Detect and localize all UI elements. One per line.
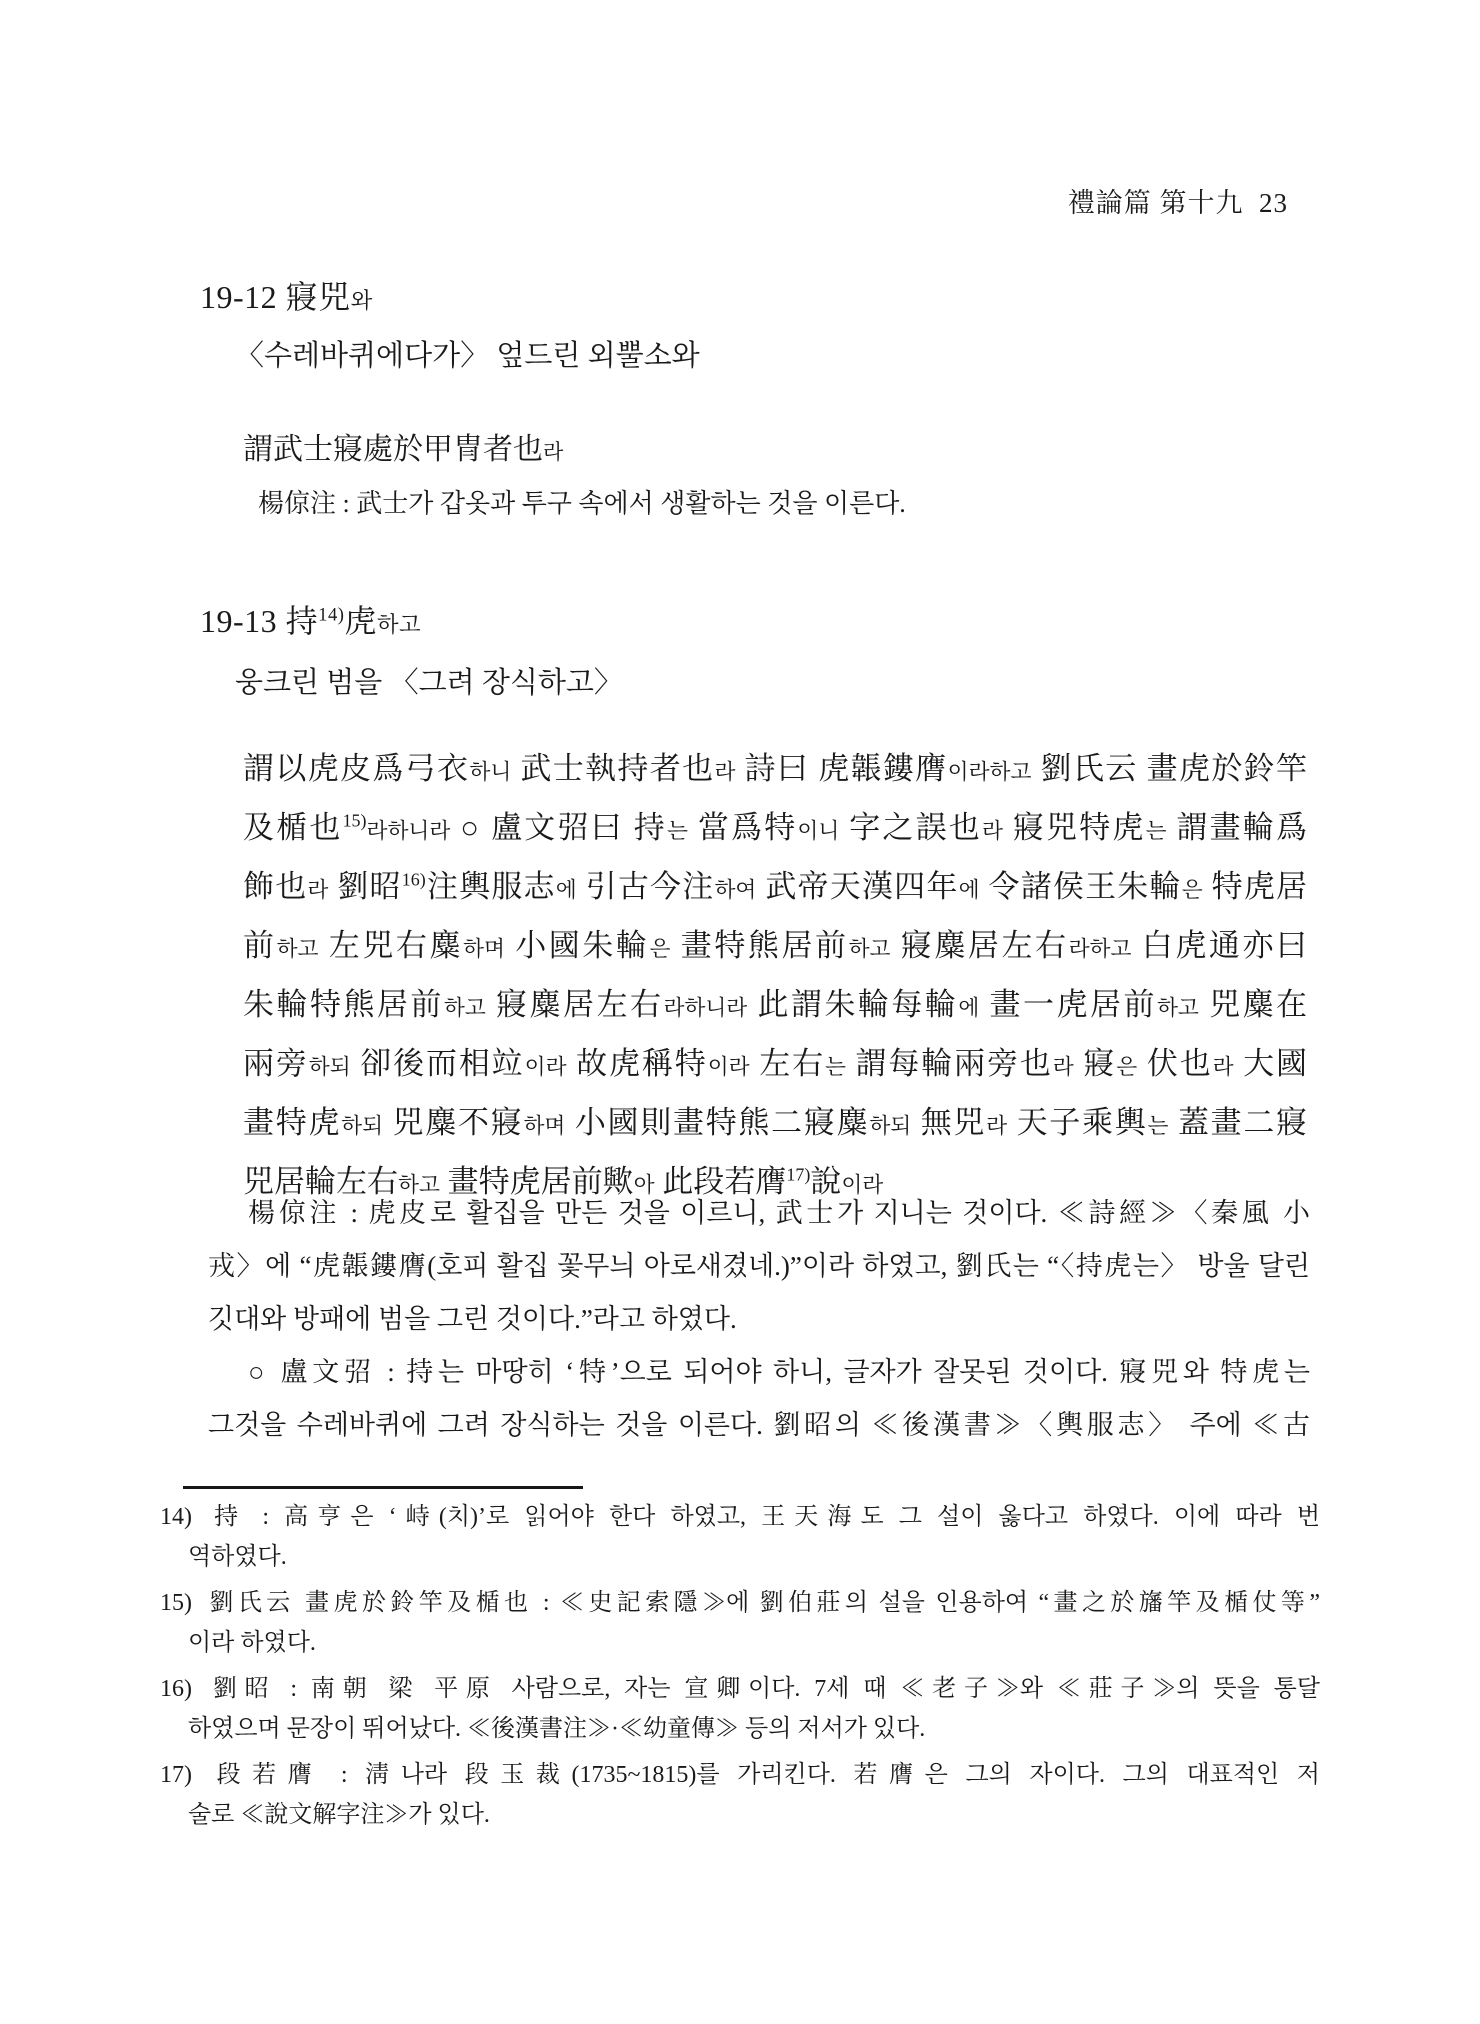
footnote-text: 持 : 高亨은 ‘峙(치)’로 읽어야 한다 하였고, 王天海도 그 설이 옳다고 하였다. 이에 따라 번	[205, 1504, 1320, 1530]
footnote-line	[160, 1669, 1320, 1709]
quote-line: 畫特虎하되 兕麋不寢하며 小國則畫特熊二寢麋하되 無兕라 天子乘輿는 蓋畫二寢	[243, 1105, 1308, 1140]
running-header: 禮論篇 第十九 23	[1067, 188, 1288, 218]
classical-commentary-block	[243, 741, 1307, 1213]
footnote-text: 段若膺 : 淸나라 段玉裁(1735~1815)를 가리킨다. 若膺은 그의 자이다. 그의 대표적인 저	[205, 1762, 1320, 1788]
footnote-line: 하였으며 문장이 뛰어났다. ≪後漢書注≫·≪幼童傳≫ 등의 저서가 있다.	[188, 1716, 926, 1742]
footnote-15	[160, 1583, 1320, 1663]
footnote-line	[160, 1583, 1320, 1623]
footnote-14	[160, 1497, 1320, 1577]
footnote-number: 15)	[160, 1590, 192, 1616]
footnote-number: 14)	[160, 1504, 192, 1530]
footnote-text: 劉昭 : 南朝 梁 平原 사람으로, 자는 宣卿이다. 7세 때 ≪老子≫와 ≪莊子≫의 뜻을 통달	[205, 1676, 1320, 1702]
korean-commentary-block	[208, 1187, 1310, 1452]
footnote-line	[160, 1755, 1320, 1795]
quote-line: 兕居輪左右하고 畫特虎居前歟아 此段若膺$^{17)}$說이라	[243, 1164, 884, 1199]
quote-line: 前하고 左兕右麋하며 小國朱輪은 畫特熊居前하고 寢麋居左右라하고 白虎通亦曰	[243, 928, 1308, 963]
footnote-text: 劉氏云 畫虎於鈴竿及楯也 : ≪史記索隱≫에 劉伯莊의 설을 인용하여 “畫之於旛竿及楯仗等”	[205, 1590, 1320, 1616]
section-translation-19-12: 〈수레바퀴에다가〉 엎드린 외뿔소와	[235, 340, 700, 372]
quote-line: 及楯也$^{15)}$라하니라 ○ 盧文弨曰 持는 當爲特이니 字之誤也라 寢兕特虎는 謂畫輪爲	[243, 810, 1308, 845]
section-translation-19-13: 웅크린 범을 〈그려 장식하고〉	[235, 667, 623, 699]
footnote-line: 역하였다.	[188, 1544, 287, 1570]
commentary-line: 戎〉에 “虎韔鏤膺(호피 활집 꽃무늬 아로새겼네.)”이라 하였고, 劉氏는 “〈持虎는〉 방울 달린	[208, 1251, 1310, 1281]
footnote-number: 17)	[160, 1762, 192, 1788]
quote-line: 兩旁하되 卻後而相竝이라 故虎稱特이라 左右는 謂每輪兩旁也라 寢은 伏也라 大國	[243, 1046, 1308, 1081]
yang-liang-note-19-12: 楊倞注 : 武士가 갑옷과 투구 속에서 생활하는 것을 이른다.	[258, 489, 906, 518]
footnote-number: 16)	[160, 1676, 192, 1702]
section-heading-19-12: 19-12 寢兕와	[200, 279, 373, 315]
commentary-line: 楊倞注 : 虎皮로 활집을 만든 것을 이르니, 武士가 지니는 것이다. ≪詩經≫〈秦風 小	[248, 1198, 1310, 1228]
quote-line: 朱輪特熊居前하고 寢麋居左右라하니라 此謂朱輪每輪에 畫一虎居前하고 兕麋在	[243, 987, 1308, 1022]
commentary-line: 그것을 수레바퀴에 그려 장식하는 것을 이른다. 劉昭의 ≪後漢書≫〈輿服志〉 주에 ≪古	[208, 1410, 1310, 1440]
source-quote-19-12: 謂武士寢處於甲冑者也라	[243, 433, 564, 466]
footnote-line	[160, 1497, 1320, 1537]
footnote-16	[160, 1669, 1320, 1749]
footnotes	[160, 1497, 1320, 1841]
commentary-line: 깃대와 방패에 범을 그린 것이다.”라고 하였다.	[208, 1304, 737, 1334]
footnote-17	[160, 1755, 1320, 1835]
footnote-line: 술로 ≪說文解字注≫가 있다.	[188, 1802, 490, 1828]
footnote-separator	[183, 1486, 583, 1489]
quote-line: 飾也라 劉昭$^{16)}$注輿服志에 引古今注하여 武帝天漢四年에 令諸侯王朱輪은 特虎居	[243, 869, 1308, 904]
footnote-line: 이라 하였다.	[188, 1630, 316, 1656]
section-heading-19-13: 19-13 持$^{14)}$虎하고	[200, 603, 422, 639]
quote-line: 謂以虎皮爲弓衣하니 武士執持者也라 詩曰 虎韔鏤膺이라하고 劉氏云 畫虎於鈴竿	[243, 751, 1308, 786]
commentary-line: ○ 盧文弨 : 持는 마땅히 ‘特’으로 되어야 하니, 글자가 잘못된 것이다. 寢兕와 特虎는	[248, 1357, 1310, 1387]
